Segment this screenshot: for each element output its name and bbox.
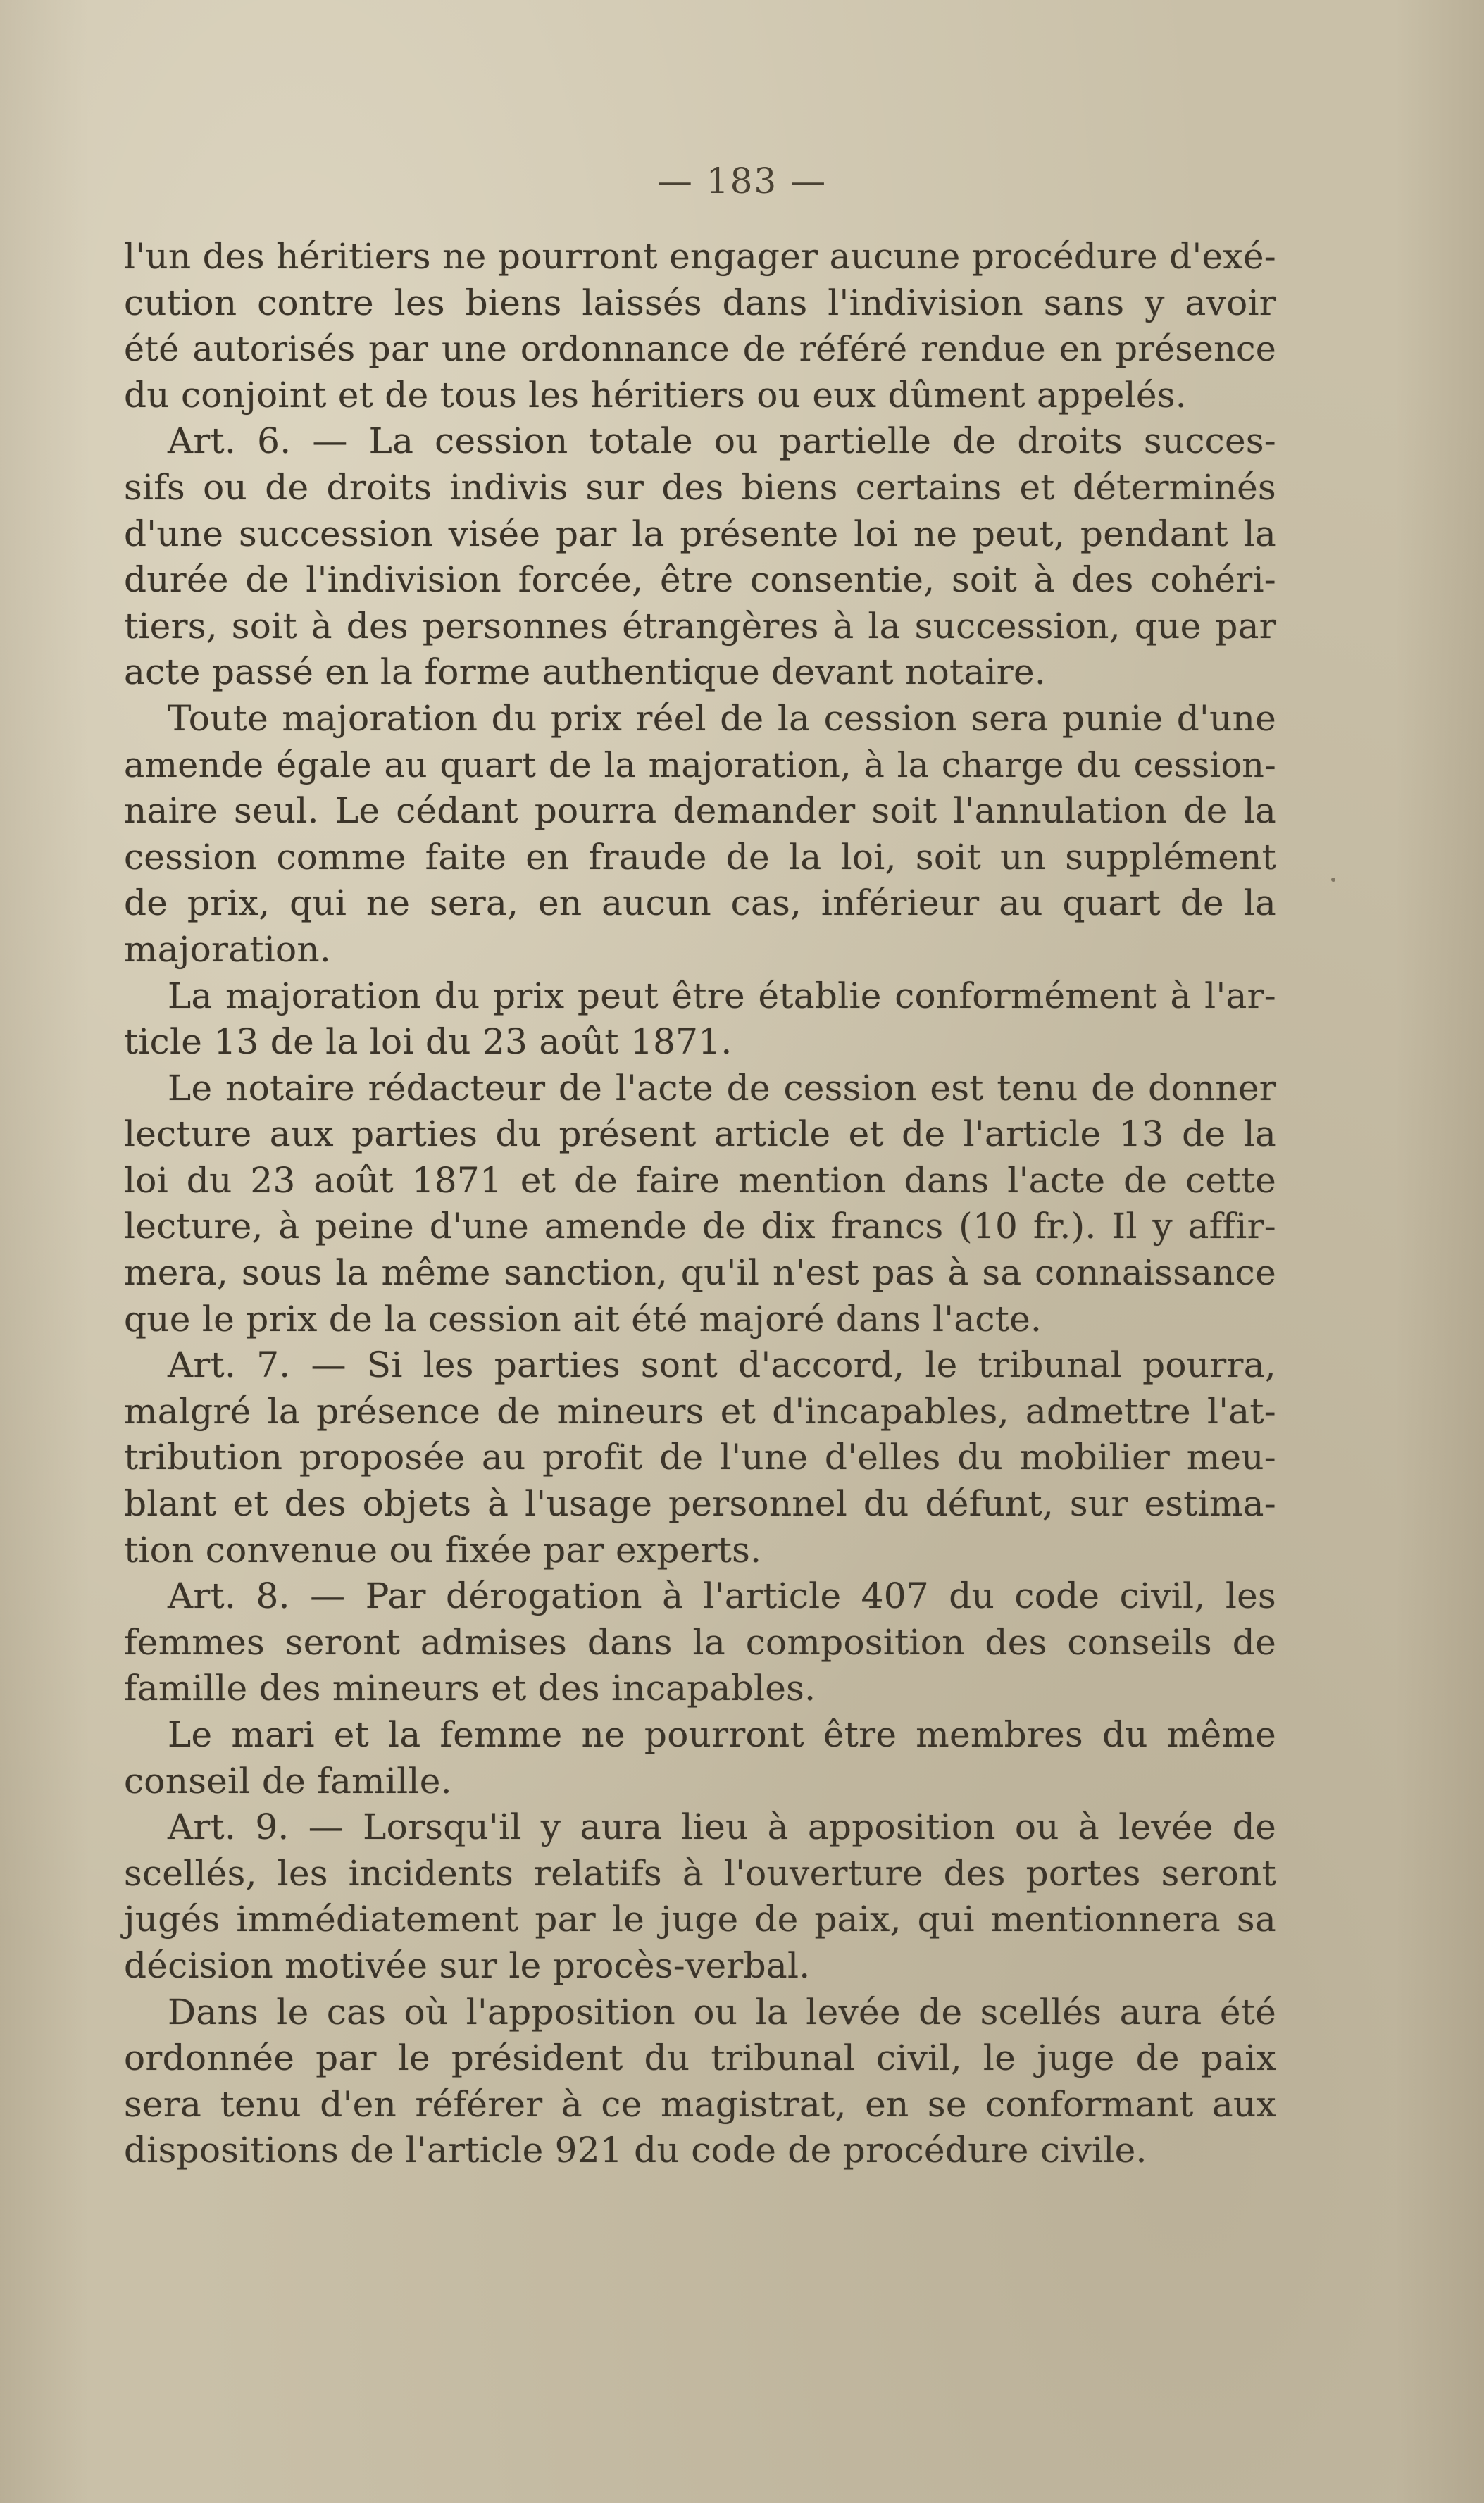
text-line: dispositions de l'article 921 du code de procédure civile. <box>124 2130 1147 2171</box>
text-line: scellés, les incidents relatifs à l'ouverture des portes seront <box>124 1852 1276 1894</box>
text-line: que le prix de la cession ait été majoré dans l'acte. <box>124 1298 1042 1340</box>
text-line: sera tenu d'en référer à ce magistrat, en se conformant aux <box>124 2083 1276 2125</box>
text-line: été autorisés par une ordonnance de référé rendue en présence <box>124 329 1276 370</box>
text-line: malgré la présence de mineurs et d'incapables, admettre l'at- <box>124 1390 1276 1432</box>
text-line: de prix, qui ne sera, en aucun cas, inférieur au quart de la <box>124 882 1276 924</box>
paragraph-start-line: La majoration du prix peut être établie conformément à l'ar- <box>168 975 1276 1016</box>
text-line: tion convenue ou fixée par experts. <box>124 1529 762 1571</box>
article-6-heading-line: Art. 6. — La cession totale ou partielle de droits succes- <box>168 420 1276 462</box>
text-line: acte passé en la forme authentique devant notaire. <box>124 651 1047 693</box>
text-line: lecture, à peine d'une amende de dix francs (10 fr.). Il y affir- <box>124 1206 1276 1247</box>
text-line: sifs ou de droits indivis sur des biens certains et déterminés <box>124 466 1276 508</box>
text-line: d'une succession visée par la présente loi ne peut, pendant la <box>124 513 1276 554</box>
paragraph-start-line: Toute majoration du prix réel de la cession sera punie d'une <box>168 697 1276 739</box>
text-line: mera, sous la même sanction, qu'il n'est pas à sa connaissance <box>124 1252 1276 1294</box>
text-line: blant et des objets à l'usage personnel du défunt, sur estima- <box>124 1483 1276 1525</box>
text-line: l'un des héritiers ne pourront engager aucune procédure d'exé- <box>124 236 1276 277</box>
text-line: famille des mineurs et des incapables. <box>124 1668 816 1709</box>
text-line: femmes seront admises dans la composition des conseils de <box>124 1621 1276 1663</box>
text-line: naire seul. Le cédant pourra demander soit l'annulation de la <box>124 790 1276 832</box>
text-line: jugés immédiatement par le juge de paix, qui mentionnera sa <box>124 1899 1276 1940</box>
page-number: — 183 — <box>656 161 828 201</box>
body-text <box>124 234 1276 2174</box>
article-8-heading-line: Art. 8. — Par dérogation à l'article 407 du code civil, les <box>168 1575 1276 1617</box>
paragraph-start-line: Dans le cas où l'apposition ou la levée de scellés aura été <box>168 1991 1276 2033</box>
text-line: cession comme faite en fraude de la loi, soit un supplément <box>124 836 1276 878</box>
text-line: conseil de famille. <box>124 1760 452 1802</box>
paragraph-start-line: Le mari et la femme ne pourront être membres du même <box>168 1714 1276 1755</box>
paragraph-start-line: Le notaire rédacteur de l'acte de cession est tenu de donner <box>168 1067 1276 1109</box>
text-line: tribution proposée au profit de l'une d'elles du mobilier meu- <box>124 1437 1276 1478</box>
text-line: durée de l'indivision forcée, être consentie, soit à des cohéri- <box>124 559 1276 601</box>
text-line: tiers, soit à des personnes étrangères à la succession, que par <box>124 605 1276 647</box>
text-line: décision motivée sur le procès-verbal. <box>124 1945 811 1986</box>
article-7-heading-line: Art. 7. — Si les parties sont d'accord, le tribunal pourra, <box>168 1344 1276 1386</box>
article-9-heading-line: Art. 9. — Lorsqu'il y aura lieu à apposition ou à levée de <box>168 1806 1276 1848</box>
text-line: majoration. <box>124 928 332 970</box>
text-line: ticle 13 de la loi du 23 août 1871. <box>124 1021 732 1063</box>
text-line: amende égale au quart de la majoration, à la charge du cession- <box>124 744 1276 785</box>
text-line: du conjoint et de tous les héritiers ou eux dûment appelés. <box>124 374 1187 416</box>
paper-speck <box>1331 878 1335 882</box>
text-line: ordonnée par le président du tribunal civil, le juge de paix <box>124 2037 1276 2079</box>
text-line: lecture aux parties du présent article et de l'article 13 de la <box>124 1113 1276 1155</box>
text-line: cution contre les biens laissés dans l'indivision sans y avoir <box>124 282 1276 323</box>
text-line: loi du 23 août 1871 et de faire mention dans l'acte de cette <box>124 1159 1276 1201</box>
